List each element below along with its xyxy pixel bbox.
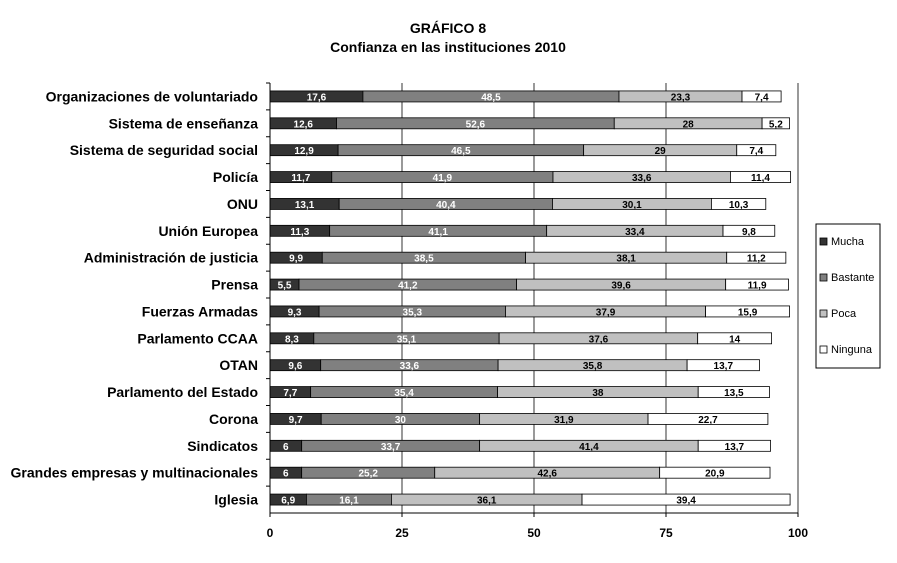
legend-entry: Mucha (831, 236, 865, 248)
data-label: 38,5 (414, 253, 434, 265)
category-label: Policía (212, 169, 258, 186)
legend-swatch (820, 346, 827, 353)
data-label: 37,6 (588, 334, 609, 346)
data-label: 29 (654, 146, 666, 158)
data-label: 9,7 (288, 414, 303, 426)
category-label: Parlamento del Estado (107, 384, 258, 401)
data-label: 40,4 (436, 199, 456, 211)
legend-entry: Ninguna (831, 344, 872, 356)
bars (270, 91, 791, 507)
data-label: 28 (682, 119, 694, 131)
data-label: 6 (283, 441, 289, 453)
data-label: 5,5 (277, 280, 292, 292)
category-label: Grandes empresas y multinacionales (10, 464, 258, 481)
data-label: 30,1 (622, 199, 642, 211)
data-label: 9,3 (287, 307, 302, 319)
data-label: 9,8 (741, 226, 756, 238)
data-label: 36,1 (477, 495, 497, 507)
data-label: 35,8 (582, 361, 603, 373)
data-label: 7,4 (754, 92, 769, 104)
category-label: ONU (226, 195, 258, 212)
data-label: 41,2 (398, 280, 418, 292)
data-label: 41,4 (579, 441, 599, 453)
data-label: 41,1 (428, 226, 448, 238)
data-label: 31,9 (554, 414, 574, 426)
x-tick-label: 100 (787, 526, 809, 540)
x-tick-label: 25 (395, 526, 409, 540)
data-label: 16,1 (339, 495, 359, 507)
data-label: 35,3 (402, 307, 423, 319)
data-label: 30 (394, 414, 406, 426)
category-label: Corona (209, 410, 258, 427)
data-label: 6 (283, 468, 289, 480)
data-label: 9,6 (288, 361, 303, 373)
category-label: Administración de justicia (83, 249, 258, 266)
data-label: 38 (592, 388, 604, 400)
legend-entry: Poca (831, 308, 857, 320)
data-label: 12,6 (293, 119, 313, 131)
data-label: 11,7 (291, 173, 311, 185)
legend-swatch (820, 238, 827, 245)
data-label: 22,7 (698, 414, 718, 426)
data-label: 7,4 (749, 146, 764, 158)
data-label: 11,4 (751, 173, 770, 185)
chart-title: GRÁFICO 8 (409, 20, 487, 36)
data-label: 33,6 (631, 173, 652, 185)
data-label: 35,1 (396, 334, 417, 346)
legend-swatch (820, 310, 827, 317)
data-label: 33,6 (399, 361, 420, 373)
data-label: 41,9 (432, 173, 453, 185)
data-label: 52,6 (465, 119, 486, 131)
data-label: 11,9 (747, 280, 767, 292)
data-label: 10,3 (728, 199, 749, 211)
legend (816, 224, 880, 368)
data-label: 8,3 (284, 334, 299, 346)
data-label: 33,4 (625, 226, 645, 238)
category-label: Organizaciones de voluntariado (45, 88, 258, 105)
data-label: 39,6 (611, 280, 631, 292)
data-label: 15,9 (737, 307, 758, 319)
category-label: Unión Europea (158, 222, 258, 239)
category-label: OTAN (219, 357, 258, 374)
data-label: 37,9 (595, 307, 616, 319)
data-label: 38,1 (616, 253, 636, 265)
data-label: 7,7 (283, 388, 298, 400)
category-label: Iglesia (214, 491, 258, 508)
data-label: 13,7 (713, 361, 734, 373)
x-tick-label: 75 (659, 526, 673, 540)
category-label: Sindicatos (187, 437, 258, 454)
chart-subtitle: Confianza en las instituciones 2010 (330, 39, 566, 55)
data-label: 11,2 (746, 253, 766, 265)
data-label: 17,6 (306, 92, 327, 104)
category-label: Sistema de enseñanza (108, 115, 258, 132)
data-label: 35,4 (394, 388, 414, 400)
data-label: 48,5 (481, 92, 501, 104)
data-label: 46,5 (451, 146, 471, 158)
data-label: 23,3 (670, 92, 691, 104)
legend-swatch (820, 274, 827, 281)
category-label: Fuerzas Armadas (141, 303, 258, 320)
legend-entry: Bastante (831, 272, 875, 284)
data-label: 13,1 (294, 199, 315, 211)
x-tick-label: 50 (527, 526, 541, 540)
data-label: 20,9 (705, 468, 725, 480)
data-label: 5,2 (768, 119, 783, 131)
data-label: 14 (729, 334, 741, 346)
data-label: 12,9 (294, 146, 314, 158)
category-label: Prensa (211, 276, 258, 293)
data-label: 42,6 (537, 468, 557, 480)
data-label: 39,4 (676, 495, 696, 507)
data-label: 9,9 (289, 253, 304, 265)
category-label: Parlamento CCAA (137, 330, 258, 347)
x-tick-label: 0 (266, 526, 274, 540)
data-label: 25,2 (358, 468, 378, 480)
category-label: Sistema de seguridad social (69, 142, 258, 159)
data-label: 13,7 (724, 441, 745, 453)
data-label: 33,7 (380, 441, 401, 453)
data-label: 11,3 (290, 226, 310, 238)
data-label: 13,5 (724, 388, 744, 400)
data-label: 6,9 (281, 495, 296, 507)
